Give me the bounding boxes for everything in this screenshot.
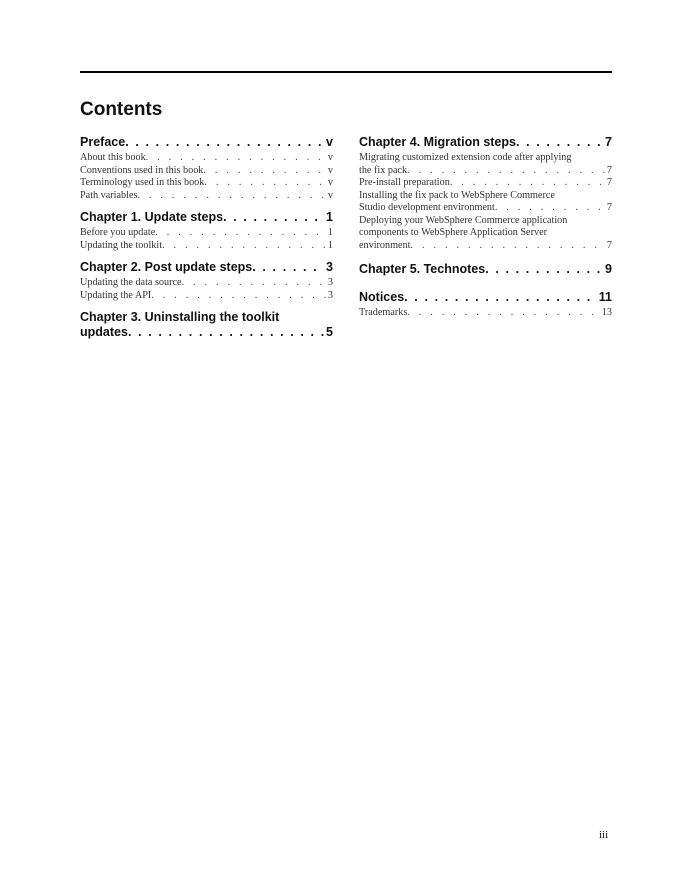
toc-item-title: Updating the API [80, 289, 152, 301]
toc-item-title: About this book [80, 152, 146, 163]
toc-chapter-entry[interactable] [80, 135, 333, 150]
toc-chapter-title: Chapter 3. Uninstalling the toolkit [80, 310, 280, 324]
toc-chapter-entry[interactable] [359, 290, 612, 305]
dot-leader [407, 165, 606, 178]
dot-leader [151, 290, 327, 303]
toc-page-number: 3 [327, 277, 333, 288]
page-number: iii [599, 829, 609, 841]
toc-item[interactable] [80, 277, 333, 290]
toc-item[interactable] [80, 165, 333, 178]
dot-leader [146, 152, 327, 165]
dot-leader [137, 190, 326, 203]
toc-chapter-title: Notices [359, 290, 405, 304]
toc-item-title: Updating the data source [80, 277, 182, 288]
toc-item-title: Conventions used in this book [80, 164, 204, 176]
toc-page-number: 3 [327, 289, 333, 301]
toc-chapter-entry[interactable] [80, 260, 333, 275]
toc-chapter-entry[interactable] [359, 262, 612, 277]
dot-leader [450, 177, 606, 190]
toc-chapter-title: Chapter 5. Technotes [359, 262, 486, 276]
dot-leader [204, 177, 327, 190]
dot-leader [155, 227, 327, 240]
toc-item[interactable] [80, 240, 333, 253]
toc-page-number: v [327, 177, 333, 188]
toc-page-number: 11 [598, 290, 612, 304]
toc-chapter-entry[interactable] [80, 210, 333, 225]
dot-leader [495, 202, 606, 215]
toc-page-number: 1 [327, 227, 333, 238]
dot-leader [252, 260, 324, 275]
toc-item-title: Trademarks [359, 307, 408, 318]
toc-page-number: 13 [601, 307, 612, 318]
toc-item[interactable] [80, 290, 333, 303]
toc-chapter-title: Preface [80, 135, 126, 149]
toc-item-title-continued: Studio development environment [359, 202, 495, 213]
toc-chapter-title: Chapter 1. Update steps [80, 210, 224, 224]
toc-section-chapter-2 [80, 260, 333, 302]
toc-section-chapter-5 [359, 262, 612, 277]
toc-section-preface [80, 135, 333, 202]
toc-page-number: v [327, 189, 333, 201]
toc-page-number: 7 [605, 135, 612, 149]
dot-leader [485, 262, 603, 277]
toc-item-title: Terminology used in this book [80, 177, 205, 188]
toc-page-number: 7 [606, 177, 612, 188]
toc-item[interactable] [359, 152, 612, 177]
toc-right-column [359, 135, 612, 328]
toc-page-number: v [326, 135, 333, 149]
toc-chapter-entry[interactable] [359, 135, 612, 150]
toc-item[interactable] [80, 177, 333, 190]
dot-leader [411, 240, 606, 253]
toc-section-chapter-3 [80, 310, 333, 340]
toc-item[interactable] [359, 215, 612, 253]
page-title: Contents [80, 99, 163, 120]
toc-item-title-continued: the fix pack [359, 164, 408, 176]
toc-item-title: Deploying your WebSphere Commerce application [359, 214, 568, 226]
toc-left-column [80, 135, 333, 348]
toc-item-title: Path variables [80, 189, 138, 201]
toc-item[interactable] [359, 307, 612, 320]
toc-chapter-title: Chapter 4. Migration steps [359, 135, 516, 149]
dot-leader [182, 277, 327, 290]
toc-page-number: v [327, 152, 333, 163]
toc-page-number: 1 [327, 239, 333, 251]
toc-item-title: Pre-install preparation [359, 177, 450, 188]
toc-chapter-entry[interactable] [80, 310, 333, 340]
dot-leader [128, 325, 324, 340]
toc-section-chapter-4 [359, 135, 612, 252]
dot-leader [404, 290, 597, 305]
toc-item[interactable] [359, 190, 612, 215]
toc-page-number: 9 [605, 262, 612, 276]
dot-leader [203, 165, 327, 178]
toc-page-number: 1 [326, 210, 333, 224]
toc-page-number: 5 [326, 325, 333, 339]
toc-item-title: Migrating customized extension code after applying [359, 152, 572, 163]
toc-item-title: Installing the fix pack to WebSphere Commerce [359, 189, 555, 201]
dot-leader [125, 135, 324, 150]
toc-item-title-continued: components to WebSphere Application Server [359, 227, 547, 238]
toc-item-title-continued: environment [359, 239, 411, 251]
toc-item-title: Before you update [80, 227, 156, 238]
dot-leader [162, 240, 327, 253]
dot-leader [516, 135, 603, 150]
toc-page-number: 7 [606, 164, 612, 176]
dot-leader [223, 210, 324, 225]
toc-item[interactable] [359, 177, 612, 190]
toc-item[interactable] [80, 190, 333, 203]
toc-section-notices [359, 290, 612, 320]
header-rule [80, 71, 612, 73]
toc-item-title: Updating the toolkit [80, 239, 163, 251]
dot-leader [407, 307, 601, 320]
toc-page-number: v [327, 164, 333, 176]
toc-page-number: 7 [606, 202, 612, 213]
toc-chapter-title-continued: updates [80, 325, 128, 339]
toc-section-chapter-1 [80, 210, 333, 252]
toc-item[interactable] [80, 152, 333, 165]
toc-chapter-title: Chapter 2. Post update steps [80, 260, 253, 274]
toc-item[interactable] [80, 227, 333, 240]
toc-page-number: 7 [606, 239, 612, 251]
toc-page-number: 3 [326, 260, 333, 274]
